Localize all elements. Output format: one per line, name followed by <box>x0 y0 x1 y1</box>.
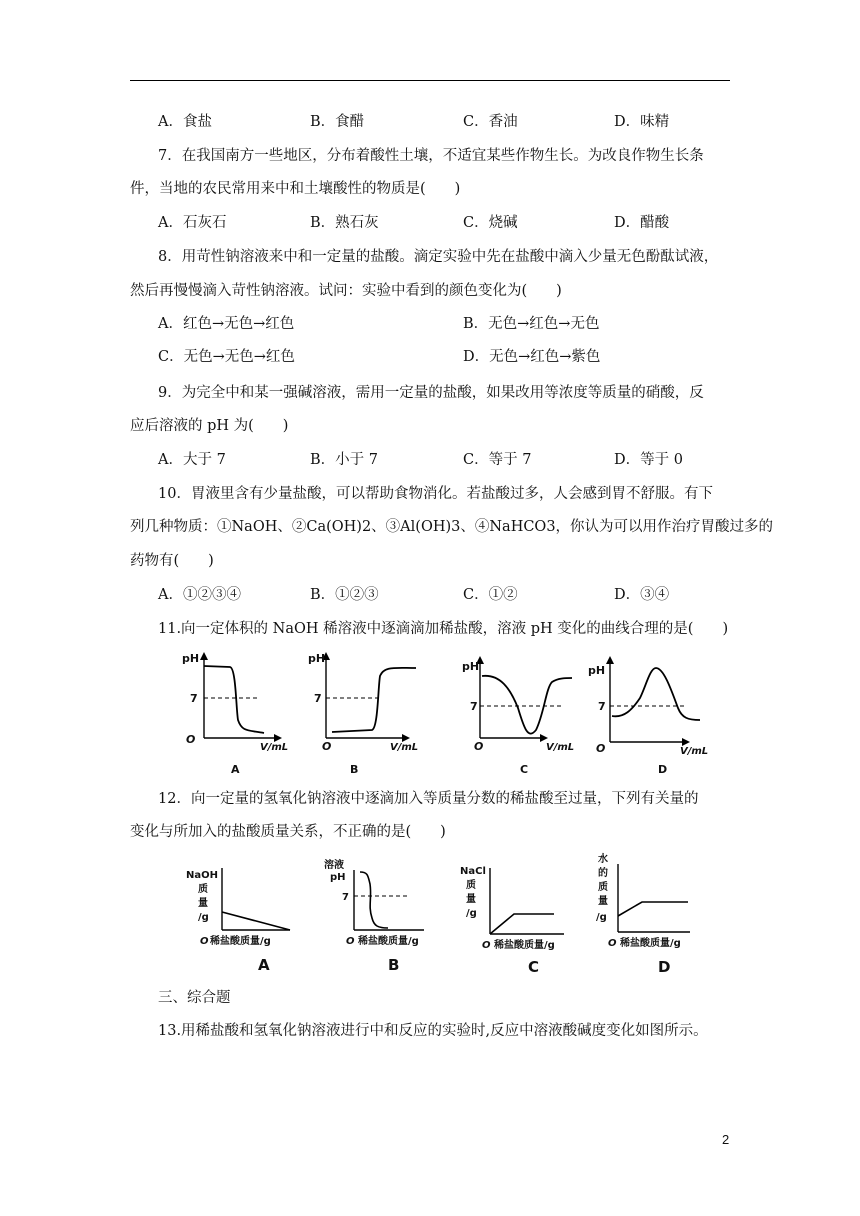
q12c-ylabel-1: 质 <box>466 880 476 891</box>
q7-option-d: D．醋酸 <box>614 215 670 231</box>
q6-option-c: C．香油 <box>463 114 518 130</box>
q12-graph-d <box>594 850 718 976</box>
q11-graph-d <box>588 648 718 776</box>
q10-option-d: D．③④ <box>614 587 670 603</box>
q8-option-c: C．无色→无色→红色 <box>158 349 295 365</box>
header-rule <box>130 80 730 81</box>
q12c-ylabel-0: NaCl <box>460 866 486 877</box>
q11-graph-b <box>306 648 430 776</box>
q12c-xlabel: 稀盐酸质量/g <box>494 940 555 951</box>
q12b-origin: O <box>346 936 355 947</box>
q12-line1: 12．向一定量的氢氧化钠溶液中逐滴加入等质量分数的稀盐酸至过量，下列有关量的 <box>158 791 699 807</box>
q11c-xlabel: V/mL <box>546 742 575 753</box>
q8-line1: 8．用苛性钠溶液来中和一定量的盐酸。滴定实验中先在盐酸中滴入少量无色酚酞试液， <box>158 249 719 265</box>
q9-option-c: C．等于 7 <box>463 452 532 468</box>
q12-graph-c <box>460 858 582 976</box>
q11c-seven: 7 <box>470 700 478 713</box>
q12a-ylabel-3: /g <box>198 912 209 923</box>
q10-line2: 列几种物质：①NaOH、②Ca(OH)2、③Al(OH)3、④NaHCO3，你认为可以用作治疗胃酸过多的 <box>130 519 774 535</box>
q10-line3: 药物有( ) <box>130 553 214 569</box>
q12d-ylabel-3: 量 <box>598 896 608 907</box>
q7-line2: 件，当地的农民常用来中和土壤酸性的物质是( ) <box>130 181 461 197</box>
q12b-ylabel-0: 溶液 <box>324 860 344 871</box>
q11-graph-a <box>176 648 300 776</box>
q11b-xlabel: V/mL <box>390 742 419 753</box>
q8-option-d: D．无色→红色→紫色 <box>463 349 601 365</box>
q11d-ylabel: pH <box>588 664 606 677</box>
q11a-xlabel: V/mL <box>260 742 289 753</box>
q6-option-b: B．食醋 <box>310 114 365 130</box>
q9-option-d: D．等于 0 <box>614 452 683 468</box>
q12b-ylabel-1: pH <box>330 872 346 883</box>
q12a-ylabel-0: NaOH <box>186 870 218 881</box>
q12c-ylabel-3: /g <box>466 908 477 919</box>
q7-line1: 7．在我国南方一些地区，分布着酸性土壤，不适宜某些作物生长。为改良作物生长条 <box>158 148 704 164</box>
q11d-seven: 7 <box>598 700 606 713</box>
q10-option-c: C．①② <box>463 587 518 603</box>
q12c-origin: O <box>482 940 491 951</box>
section-3-heading: 三、综合题 <box>158 990 231 1006</box>
q12a-label: A <box>258 956 270 974</box>
q12a-ylabel-2: 量 <box>198 898 208 909</box>
q10-line1: 10．胃液里含有少量盐酸，可以帮助食物消化。若盐酸过多，人会感到胃不舒服。有下 <box>158 486 713 502</box>
q11c-label: C <box>520 763 529 776</box>
q11d-xlabel: V/mL <box>680 746 709 757</box>
q7-option-c: C．烧碱 <box>463 215 518 231</box>
q11a-origin: O <box>186 733 196 746</box>
q11a-label: A <box>231 763 240 776</box>
q11b-label: B <box>350 763 359 776</box>
q12d-ylabel-0: 水 <box>598 854 608 865</box>
q11a-ylabel: pH <box>182 652 200 665</box>
q11b-seven: 7 <box>314 692 322 705</box>
q12b-label: B <box>388 956 400 974</box>
q8-line2: 然后再慢慢滴入苛性钠溶液。试问：实验中看到的颜色变化为( ) <box>130 283 562 299</box>
q12d-xlabel: 稀盐酸质量/g <box>620 938 681 949</box>
q8-option-b: B．无色→红色→无色 <box>463 316 600 332</box>
q12c-ylabel-2: 量 <box>466 894 476 905</box>
q12-graph-b <box>324 858 442 976</box>
q11c-origin: O <box>474 740 484 753</box>
q6-option-d: D．味精 <box>614 114 670 130</box>
q13-text: 13.用稀盐酸和氢氧化钠溶液进行中和反应的实验时,反应中溶液酸碱度变化如图所示。 <box>158 1023 708 1039</box>
q12a-xlabel: 稀盐酸质量/g <box>210 936 271 947</box>
q11-text: 11.向一定体积的 NaOH 稀溶液中逐滴滴加稀盐酸，溶液 pH 变化的曲线合理的是( ) <box>158 621 729 637</box>
q11d-origin: O <box>596 742 606 755</box>
q12d-origin: O <box>608 938 617 949</box>
q7-option-b: B．熟石灰 <box>310 215 379 231</box>
q12a-ylabel-1: 质 <box>198 884 208 895</box>
q11d-label: D <box>658 763 668 776</box>
q12-graph-a <box>186 858 304 976</box>
q9-line2: 应后溶液的 pH 为( ) <box>130 418 289 434</box>
q12d-ylabel-4: /g <box>596 912 607 923</box>
q11-graph-c <box>460 648 584 776</box>
q12d-ylabel-1: 的 <box>598 868 608 879</box>
q11b-origin: O <box>322 740 332 753</box>
q12a-origin: O <box>200 936 209 947</box>
q12b-xlabel: 稀盐酸质量/g <box>358 936 419 947</box>
q9-line1: 9．为完全中和某一强碱溶液，需用一定量的盐酸，如果改用等浓度等质量的硝酸，反 <box>158 385 704 401</box>
q12d-ylabel-2: 质 <box>598 882 608 893</box>
q6-option-a: A．食盐 <box>158 114 212 130</box>
page-number: 2 <box>722 1132 730 1147</box>
q9-option-b: B．小于 7 <box>310 452 378 468</box>
q9-option-a: A．大于 7 <box>158 452 226 468</box>
q11b-ylabel: pH <box>308 652 326 665</box>
q12c-label: C <box>528 958 540 976</box>
q7-option-a: A．石灰石 <box>158 215 227 231</box>
q12-line2: 变化与所加入的盐酸质量关系，不正确的是( ) <box>130 824 446 840</box>
q12b-seven: 7 <box>342 892 349 903</box>
q12d-label: D <box>658 958 671 976</box>
q11c-ylabel: pH <box>462 660 480 673</box>
q11a-seven: 7 <box>190 692 198 705</box>
q10-option-b: B．①②③ <box>310 587 379 603</box>
q8-option-a: A．红色→无色→红色 <box>158 316 295 332</box>
q10-option-a: A．①②③④ <box>158 587 241 603</box>
